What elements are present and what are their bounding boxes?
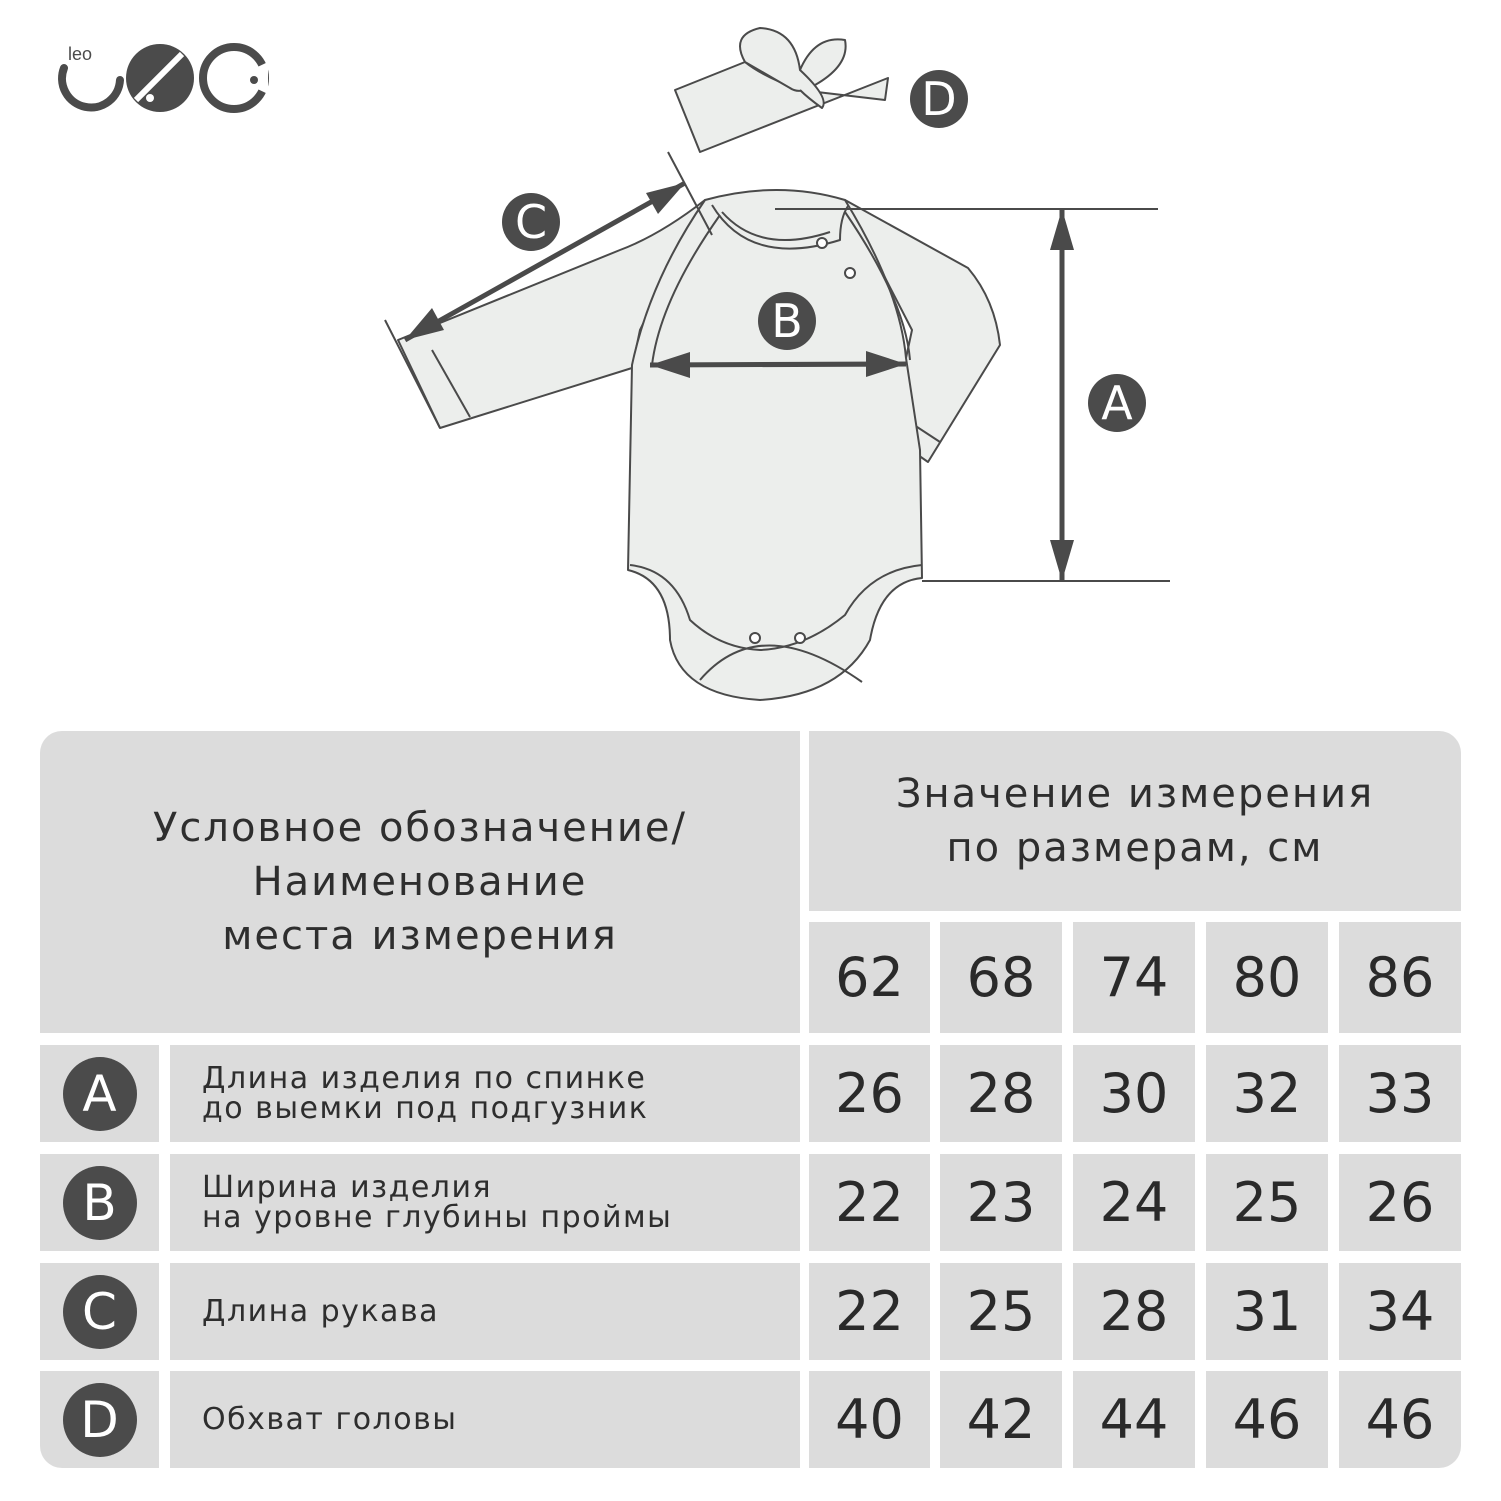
row-d-value-62: 40	[809, 1371, 930, 1468]
size-cell-86: 86	[1339, 922, 1461, 1033]
table-header-designation	[40, 731, 800, 1033]
row-d-value-74: 44	[1073, 1371, 1195, 1468]
row-c-value-80: 31	[1206, 1263, 1328, 1360]
row-d-value-68: 42	[940, 1371, 1062, 1468]
row-b-value-80: 25	[1206, 1154, 1328, 1251]
row-a-letter-cell	[40, 1045, 159, 1142]
diagram-label-b: B	[758, 292, 816, 350]
diagram-label-a: A	[1088, 374, 1146, 432]
row-c-value-62: 22	[809, 1263, 930, 1360]
row-c-letter-cell	[40, 1263, 159, 1360]
size-diagram	[0, 0, 1501, 720]
row-b-value-68: 23	[940, 1154, 1062, 1251]
row-c-value-74: 28	[1073, 1263, 1195, 1360]
row-c-badge: C	[63, 1275, 137, 1349]
row-b-value-62: 22	[809, 1154, 930, 1251]
diagram-label-c: C	[502, 193, 560, 251]
row-a-value-86: 33	[1339, 1045, 1461, 1142]
logo-small-text: leo	[68, 44, 93, 64]
row-c-name: Длина рукава	[170, 1263, 800, 1360]
row-b-badge: B	[63, 1166, 137, 1240]
table-header-values-text: Значение измерения по размерам, см	[895, 771, 1375, 871]
row-b-letter-cell	[40, 1154, 159, 1251]
table-header-values	[809, 731, 1461, 911]
table-header-designation-text: Условное обозначение/ Наименование места измерения	[153, 805, 687, 959]
row-a-value-68: 28	[940, 1045, 1062, 1142]
row-a-value-74: 30	[1073, 1045, 1195, 1142]
row-b-value-74: 24	[1073, 1154, 1195, 1251]
diagram-label-d: D	[910, 70, 968, 128]
size-cell-74: 74	[1073, 922, 1195, 1033]
size-cell-80: 80	[1206, 922, 1328, 1033]
row-d-badge: D	[63, 1383, 137, 1457]
row-b-name: Ширина изделия на уровне глубины проймы	[170, 1154, 800, 1251]
row-b-value-86: 26	[1339, 1154, 1461, 1251]
row-d-letter-cell	[40, 1371, 159, 1468]
row-a-name: Длина изделия по спинке до выемки под подгузник	[170, 1045, 800, 1142]
row-d-value-86: 46	[1339, 1371, 1461, 1468]
row-a-value-80: 32	[1206, 1045, 1328, 1142]
row-a-badge: A	[63, 1057, 137, 1131]
size-cell-68: 68	[940, 922, 1062, 1033]
row-d-name: Обхват головы	[170, 1371, 800, 1468]
row-d-value-80: 46	[1206, 1371, 1328, 1468]
row-a-value-62: 26	[809, 1045, 930, 1142]
size-cell-62: 62	[809, 922, 930, 1033]
row-c-value-86: 34	[1339, 1263, 1461, 1360]
row-c-value-68: 25	[940, 1263, 1062, 1360]
